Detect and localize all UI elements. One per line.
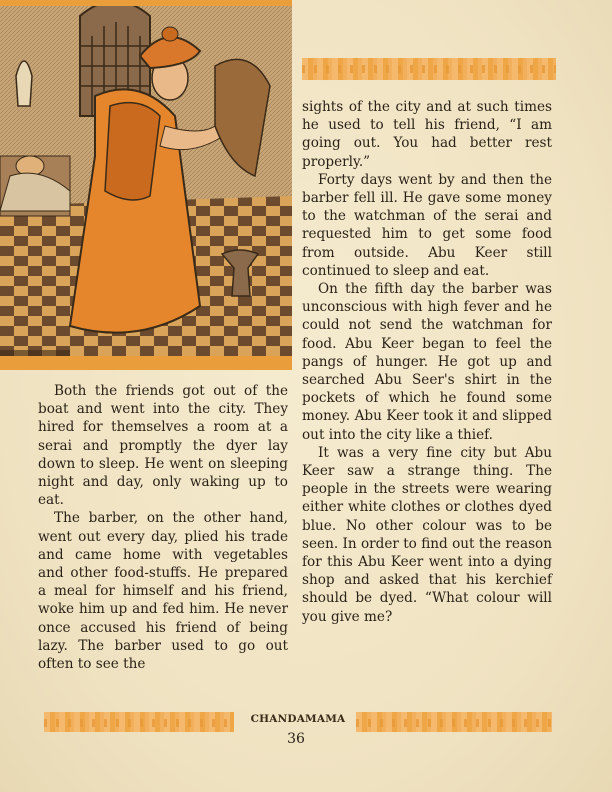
- magazine-title: CHANDAMAMA: [250, 713, 346, 725]
- left-text-column: [38, 382, 288, 673]
- paragraph: Both the friends got out of the boat and went into the city. They hired for themselves a room at a serai and promptly the dyer lay down to sleep. He went on sleeping night and day, only waking up to eat.: [38, 383, 288, 509]
- right-text-column: [302, 98, 552, 626]
- paragraph: It was a very fine city but Abu Keer saw a strange thing. The people in the streets were wearing either white clothes or clothes dyed blue. No other colour was to be seen. In order to find out the reason for this Abu Keer went into a dying shop and asked that his kerchief should be dyed. “What colour will you give me?: [302, 444, 552, 625]
- barber-in-room-illustration-icon: [0, 6, 292, 356]
- paragraph: Forty days went by and then the barber fell ill. He gave some money to the watchman of the serai and requested him to get some food from outside. Abu Keer still continued to sleep and eat.: [302, 171, 552, 279]
- footer-decorative-strip-left: [44, 712, 234, 732]
- story-illustration: [0, 0, 292, 370]
- paragraph: On the fifth day the barber was unconscious with high fever and he could not send the watchman for food. Abu Keer began to feel the pangs of hunger. He got up and searched Abu Seer's shirt in the pockets of which he found some money. Abu Keer took it and slipped out into the city like a thief.: [302, 281, 552, 443]
- footer-decorative-strip-right: [356, 712, 552, 732]
- page-number: 36: [287, 731, 305, 747]
- paragraph: The barber, on the other hand, went out every day, plied his trade and came home with vegetables and other food-stuffs. He prepared a meal for himself and his friend, woke him up and fed him. He never once accused his friend of being lazy. The barber used to go out often to see the: [38, 510, 288, 673]
- header-decorative-strip: [302, 58, 556, 80]
- paragraph: sights of the city and at such times he used to tell his friend, “I am going out. You had better rest properly.”: [302, 99, 552, 170]
